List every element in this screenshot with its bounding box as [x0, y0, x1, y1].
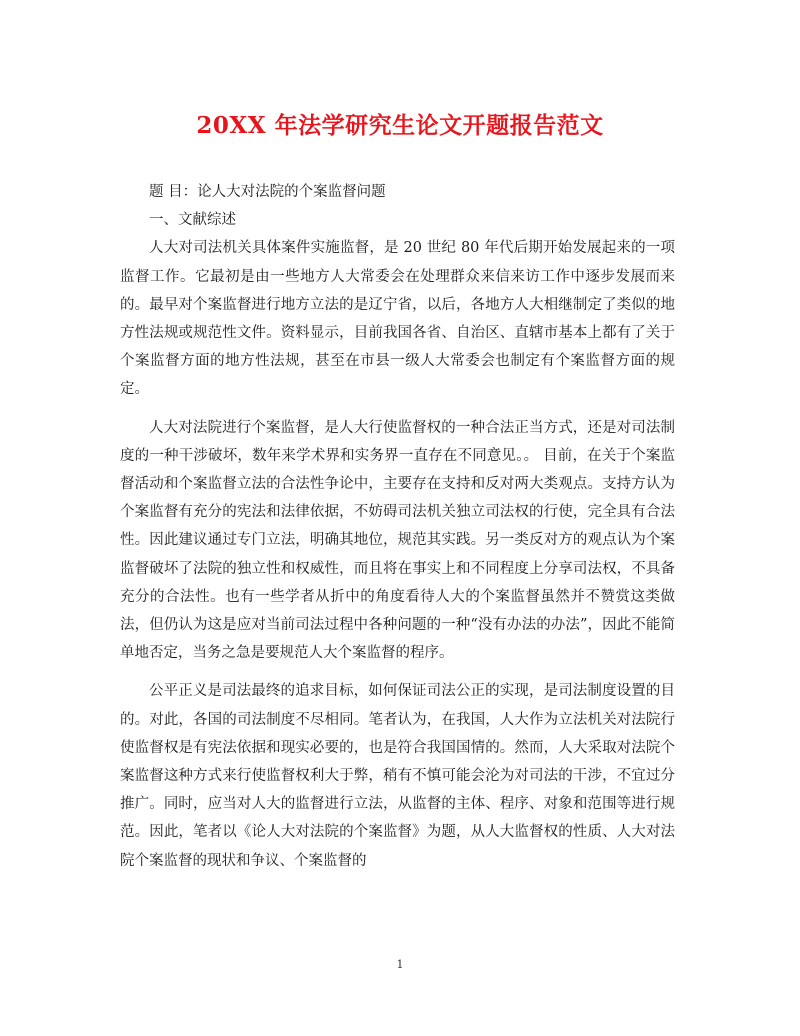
page-number: 1 — [396, 958, 404, 971]
paragraph-2: 人大对法院进行个案监督，是人大行使监督权的一种合法正当方式，还是对司法制度的一种干涉破坏，数年来学术界和实务界一直存在不同意见。。 目前，在关于个案监督活动和个案监督立法的合法性争论中，主要存在支持和反对两大类观点。支持方认为个案监督有充分的宪法和法律依据，不妨碍司法机关独立司法权的行使，完全具有合法性。因此建议通过专门立法，明确其地位，规范其实践。另一类反对方的观点认为个案监督破坏了法院的独立性和权威性，而且将在事实上和不同程度上分享司法权，不具备充分的合法性。也有一些学者从折中的角度看待人大的个案监督虽然并不赞赏这类做法，但仍认为这是应对当前司法过程中各种问题的一种“没有办法的办法”，因此不能简单地否定，当务之急是要规范人大个案监督的程序。 — [120, 419, 675, 662]
paragraph-3: 公平正义是司法最终的追求目标，如何保证司法公正的实现，是司法制度设置的目的。对此，各国的司法制度不尽相同。笔者认为，在我国，人大作为立法机关对法院行使监督权是有宪法依据和现实必要的，也是符合我国国情的。然而，人大采取对法院个案监督这种方式来行使监督权利大于弊，稍有不慎可能会沦为对司法的干涉，不宜过分推广。同时，应当对人大的监督进行立法，从监督的主体、程序、对象和范围等进行规范。因此，笔者以《论人大对法院的个案监督》为题，从人大监督权的性质、人大对法院个案监督的现状和争议、个案监督的 — [120, 683, 675, 869]
document-title: 20XX 年法学研究生论文开题报告范文 — [196, 112, 604, 139]
subject-line: 题 目：论人大对法院的个案监督问题 — [149, 184, 386, 200]
document-body — [120, 178, 675, 875]
section-heading: 一、文献综述 — [149, 212, 236, 229]
paragraph-1: 人大对司法机关具体案件实施监督，是 20 世纪 80 年代后期开始发展起来的一项监督工作。它最初是由一些地方人大常委会在处理群众来信来访工作中逐步发展而来的。最早对个案监督进行地方立法的是辽宁省，以后，各地方人大相继制定了类似的地方性法规或规范性文件。资料显示，目前我国各省、自治区、直辖市基本上都有了关于个案监督方面的地方性法规，甚至在市县一级人大常委会也制定有个案监督方面的规定。 — [120, 240, 675, 398]
